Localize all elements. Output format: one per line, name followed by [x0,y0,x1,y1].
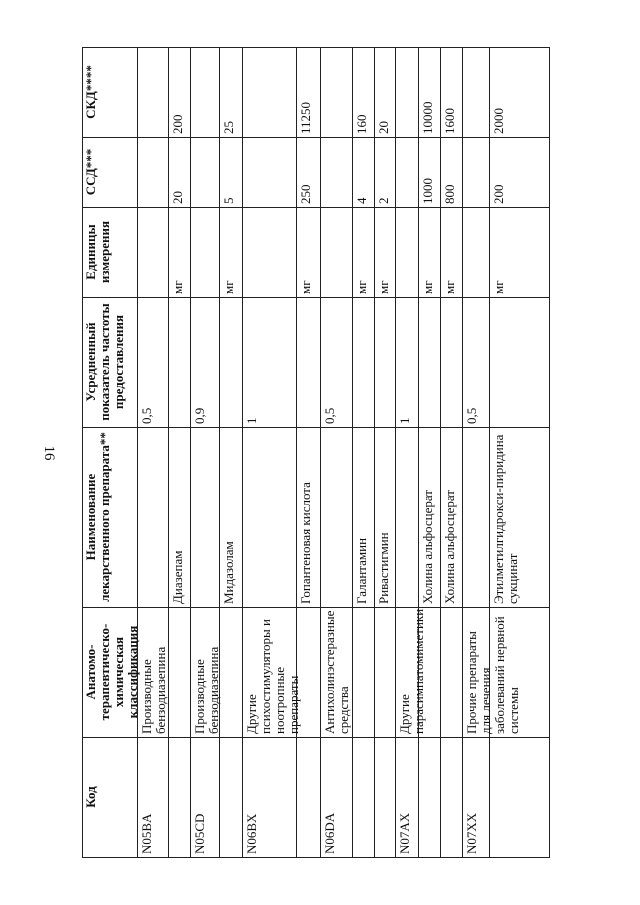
cell-code: N06BX [244,813,259,854]
cell-code: N05CD [192,813,207,854]
column-separator [82,207,549,208]
cell-ssd: 5 [221,197,236,204]
cell-units: мг [442,280,457,294]
cell-skd: 11250 [298,101,313,134]
cell-skd: 160 [354,114,369,134]
row-separator [296,47,297,857]
cell-skd: 10000 [420,101,435,134]
cell-drug: Диазепам [170,550,185,604]
cell-atc: Производные бензодиазепина [192,646,221,734]
cell-units: мг [170,280,185,294]
row-separator [418,47,419,857]
page-number [34,438,64,468]
cell-atc: Другие парасимпатомиметики [397,608,426,734]
drug-table [82,47,550,858]
header-skd: СКД**** [83,65,98,119]
cell-ssd: 250 [298,184,313,204]
cell-units: мг [420,280,435,294]
cell-drug: Мидазолам [221,541,236,604]
row-separator [219,47,220,857]
cell-freq: 0,5 [464,407,479,424]
column-separator [82,427,549,428]
cell-atc: Антихолинэстеразные средства [322,610,351,734]
cell-ssd: 2 [376,197,391,204]
cell-skd: 20 [376,121,391,134]
cell-code: N07AX [397,812,412,854]
column-separator [82,297,549,298]
cell-freq: 0,9 [192,407,207,424]
cell-atc: Производные бензодиазепина [139,646,168,734]
cell-units: мг [376,280,391,294]
header-ssd: ССД*** [83,148,98,196]
cell-units: мг [354,280,369,294]
row-separator [137,47,138,857]
cell-drug: Холина альфосцерат [442,490,457,604]
column-separator [82,137,549,138]
cell-units: мг [298,280,313,294]
row-separator [168,47,169,857]
cell-code: N05BA [139,813,154,854]
cell-drug: Галантамин [354,537,369,604]
cell-freq: 0,5 [322,407,337,424]
header-units: Единицы измерения [83,220,112,284]
header-atc: Анатомо-терапевтическо-химическая классификация [83,623,140,721]
column-separator [82,737,549,738]
cell-units: мг [491,280,506,294]
cell-drug: Гопантеновая кислота [298,482,313,604]
cell-units: мг [221,280,236,294]
cell-drug: Этилметилгидрокси-пиридина сукцинат [491,434,520,604]
cell-freq: 0,5 [139,407,154,424]
cell-ssd: 4 [354,197,369,204]
cell-ssd: 800 [442,184,457,204]
row-separator [352,47,353,857]
cell-atc: Другие психостимуляторы и ноотропные препараты [244,619,301,734]
cell-skd: 200 [170,114,185,134]
header-frequency: Усредненный показатель частоты предоставления [83,303,126,421]
cell-skd: 2000 [491,108,506,134]
cell-skd: 1600 [442,108,457,134]
column-separator [82,607,549,608]
cell-atc: Прочие препараты для лечения заболеваний нервной системы [464,616,521,734]
table-top-border [82,47,549,48]
row-separator [489,47,490,857]
cell-code: N06DA [322,812,337,854]
cell-drug: Холина альфосцерат [420,490,435,604]
header-drug: Наименование лекарственного препарата** [83,432,112,602]
cell-drug: Ривастигмин [376,532,391,604]
cell-ssd: 200 [491,184,506,204]
page-number-text: 16 [41,445,58,461]
cell-freq: 1 [397,417,412,424]
cell-code: N07XX [464,812,479,854]
cell-ssd: 20 [170,191,185,204]
header-code: Код [83,786,98,808]
cell-freq: 1 [244,417,259,424]
cell-skd: 25 [221,121,236,134]
cell-ssd: 1000 [420,178,435,204]
